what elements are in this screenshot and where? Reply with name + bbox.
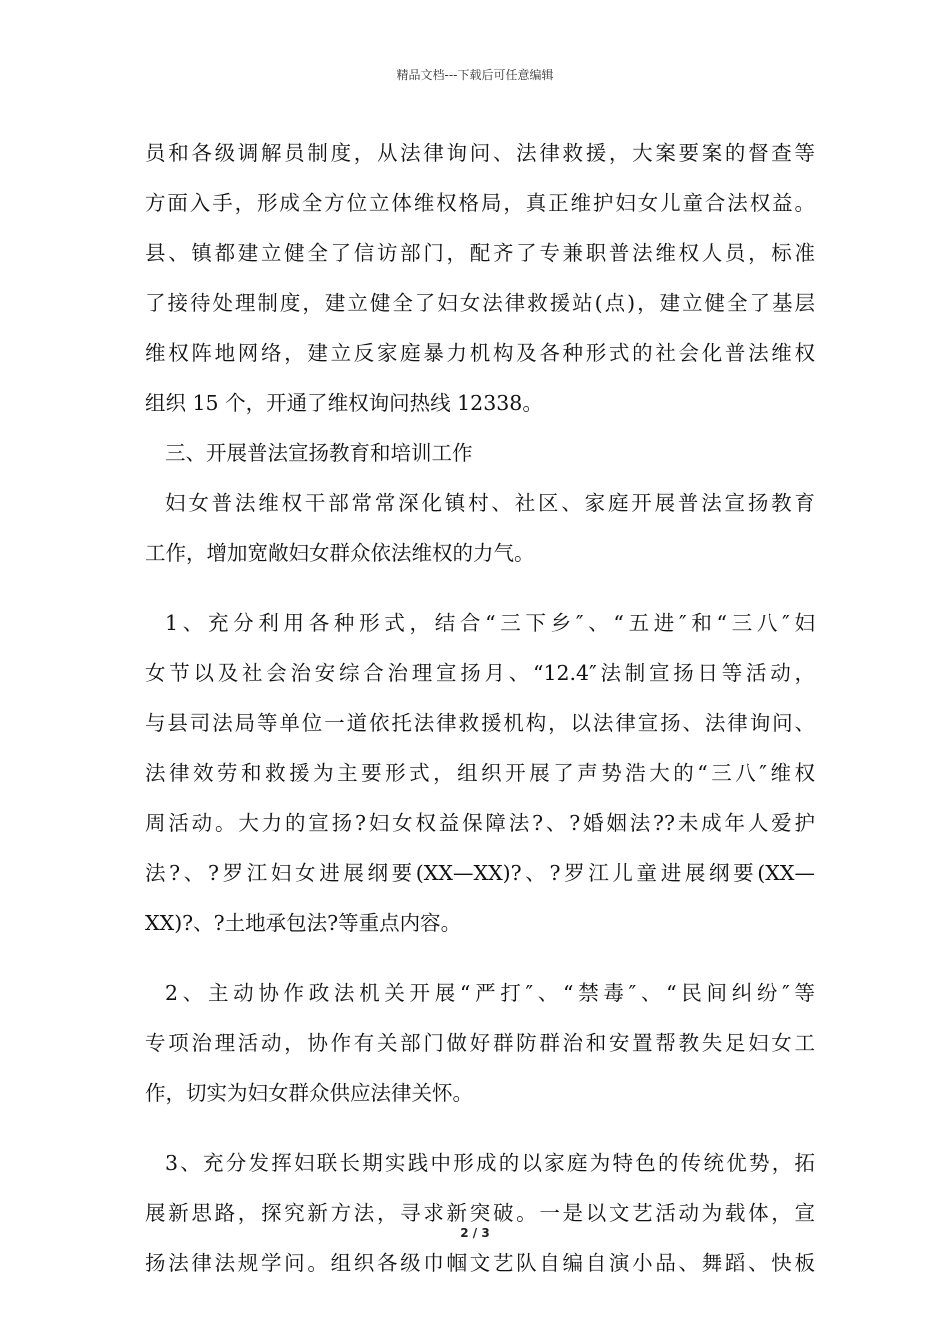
page-header: 精品文档---下载后可任意编辑 <box>396 68 554 82</box>
text-line: 作，切实为妇女群众供应法律关怀。 <box>145 1081 473 1105</box>
paragraph <box>145 128 815 428</box>
paragraph <box>145 478 815 578</box>
paragraph <box>145 968 815 1118</box>
text-line: 县、镇都建立健全了信访部门，配齐了专兼职普法维权人员，标准 <box>145 241 815 265</box>
text-line: 专项治理活动，协作有关部门做好群防群治和安置帮教失足妇女工 <box>145 1031 815 1055</box>
heading-line: 三、开展普法宣扬教育和培训工作 <box>165 441 473 465</box>
text-line: 扬法律法规学问。组织各级巾帼文艺队自编自演小品、舞蹈、快板 <box>145 1251 815 1275</box>
text-line: 3、充分发挥妇联长期实践中形成的以家庭为特色的传统优势，拓 <box>165 1151 815 1175</box>
text-line: 方面入手，形成全方位立体维权格局，真正维护妇女儿童合法权益。 <box>145 191 815 215</box>
section-heading <box>145 428 815 478</box>
page-number: 2 / 3 <box>460 1226 490 1240</box>
text-line: 工作，增加宽敞妇女群众依法维权的力气。 <box>145 541 535 565</box>
text-line: 了接待处理制度，建立健全了妇女法律救援站(点)，建立健全了基层 <box>145 291 815 315</box>
text-line: 组织 15 个，开通了维权询问热线 12338。 <box>145 391 543 415</box>
text-line: 与县司法局等单位一道依托法律救援机构，以法律宣扬、法律询问、 <box>145 711 815 735</box>
text-line: 女节以及社会治安综合治理宣扬月、“12.4″法制宣扬日等活动， <box>145 661 815 685</box>
text-line: 妇女普法维权干部常常深化镇村、社区、家庭开展普法宣扬教育 <box>165 491 815 515</box>
text-line: 2、主动协作政法机关开展“严打″、“禁毒″、“民间纠纷″等 <box>165 981 815 1005</box>
text-line: 法律效劳和救援为主要形式，组织开展了声势浩大的“三八″维权 <box>145 761 815 785</box>
text-line: 周活动。大力的宣扬?妇女权益保障法?、?婚姻法??未成年人爱护 <box>145 811 815 835</box>
paragraph <box>145 598 815 948</box>
paragraph <box>145 1138 815 1288</box>
text-line: XX)?、?土地承包法?等重点内容。 <box>145 911 462 935</box>
text-line: 维权阵地网络，建立反家庭暴力机构及各种形式的社会化普法维权 <box>145 341 815 365</box>
text-line: 1、充分利用各种形式，结合“三下乡″、“五进″和“三八″妇 <box>165 611 815 635</box>
text-line: 员和各级调解员制度，从法律询问、法律救援，大案要案的督查等 <box>145 141 815 165</box>
text-line: 展新思路，探究新方法，寻求新突破。一是以文艺活动为载体，宣 <box>145 1201 815 1225</box>
document-body <box>145 128 815 1288</box>
text-line: 法?、?罗江妇女进展纲要(XX—XX)?、?罗江儿童进展纲要(XX— <box>145 861 815 885</box>
